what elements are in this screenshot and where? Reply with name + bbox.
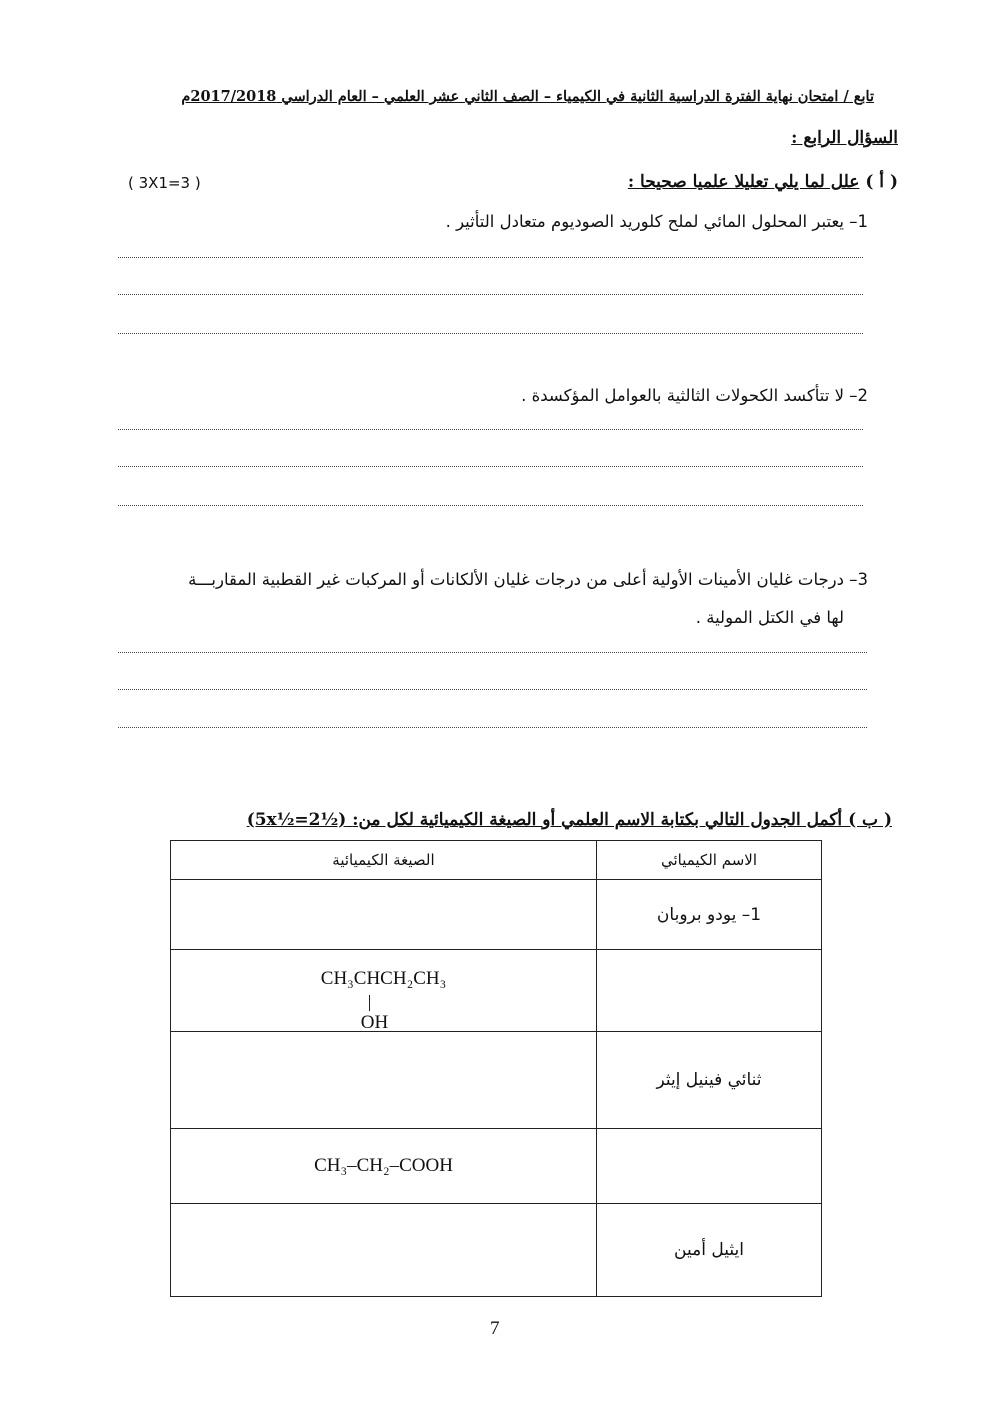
bond-line (369, 995, 370, 1011)
part-a-prefix: ( أ ) (865, 172, 898, 192)
reason-item-2: 2– لا تتأكسد الكحولات الثالثية بالعوامل المؤكسدة . (521, 386, 868, 405)
exam-header: تابع / امتحان نهاية الفترة الدراسية الثانية في الكيمياء – الصف الثاني عشر العلمي – العام الدراسي 2017/2018م (181, 88, 874, 105)
formula-substituent: OH (360, 1011, 389, 1033)
table-row (171, 1204, 822, 1297)
cell-name: ايثيل أمين (597, 1204, 822, 1297)
part-a-title (628, 172, 898, 192)
page-number: 7 (490, 1318, 500, 1339)
answer-line[interactable] (118, 505, 863, 506)
reason-item-1: 1– يعتبر المحلول المائي لملح كلوريد الصوديوم متعادل التأثير . (445, 212, 868, 231)
part-b-prefix: ( ب ) (848, 810, 892, 830)
answer-line[interactable] (118, 652, 867, 653)
table-row (171, 1032, 822, 1129)
answer-line[interactable] (118, 294, 863, 295)
cell-formula (171, 950, 597, 1032)
cell-name-answer[interactable] (597, 1129, 822, 1204)
question-heading: السؤال الرابع : (791, 128, 898, 148)
cell-formula: CH₃–CH₂–COOH (171, 1129, 597, 1204)
table-header-row (171, 841, 822, 880)
cell-name: ثنائي فينيل إيثر (597, 1032, 822, 1129)
chemistry-table (170, 840, 822, 1297)
part-a-instruction: علل لما يلي تعليلا علميا صحيحا : (627, 172, 860, 192)
cell-formula-answer[interactable] (171, 1032, 597, 1129)
header-chemical-name: الاسم الكيميائي (597, 841, 822, 880)
cell-formula-answer[interactable] (171, 880, 597, 950)
reason-item-3: 3– درجات غليان الأمينات الأولية أعلى من درجات غليان الألكانات أو المركبات غير القطبية المقاربـــة (188, 570, 868, 589)
reason-item-3-continued: لها في الكتل المولية . (695, 608, 844, 627)
table-row (171, 950, 822, 1032)
table-row (171, 880, 822, 950)
cell-name: 1– يودو بروبان (597, 880, 822, 950)
answer-line[interactable] (118, 689, 867, 690)
part-a-marks: ( 3X1=3 ) (128, 174, 201, 192)
cell-formula-answer[interactable] (171, 1204, 597, 1297)
answer-line[interactable] (118, 727, 867, 728)
answer-line[interactable] (118, 333, 863, 334)
answer-line[interactable] (118, 429, 863, 430)
part-b-marks: (5x½=2½) (246, 810, 347, 830)
part-b-instruction: أكمل الجدول التالي بكتابة الاسم العلمي أو الصيغة الكيميائية لكل من: (352, 810, 843, 830)
answer-line[interactable] (118, 257, 863, 258)
part-b-title (247, 810, 892, 830)
formula-main: CH₃CHCH₂CH₃ (320, 967, 447, 989)
header-chemical-formula: الصيغة الكيميائية (171, 841, 597, 880)
answer-line[interactable] (118, 466, 863, 467)
table-row (171, 1129, 822, 1204)
cell-name-answer[interactable] (597, 950, 822, 1032)
